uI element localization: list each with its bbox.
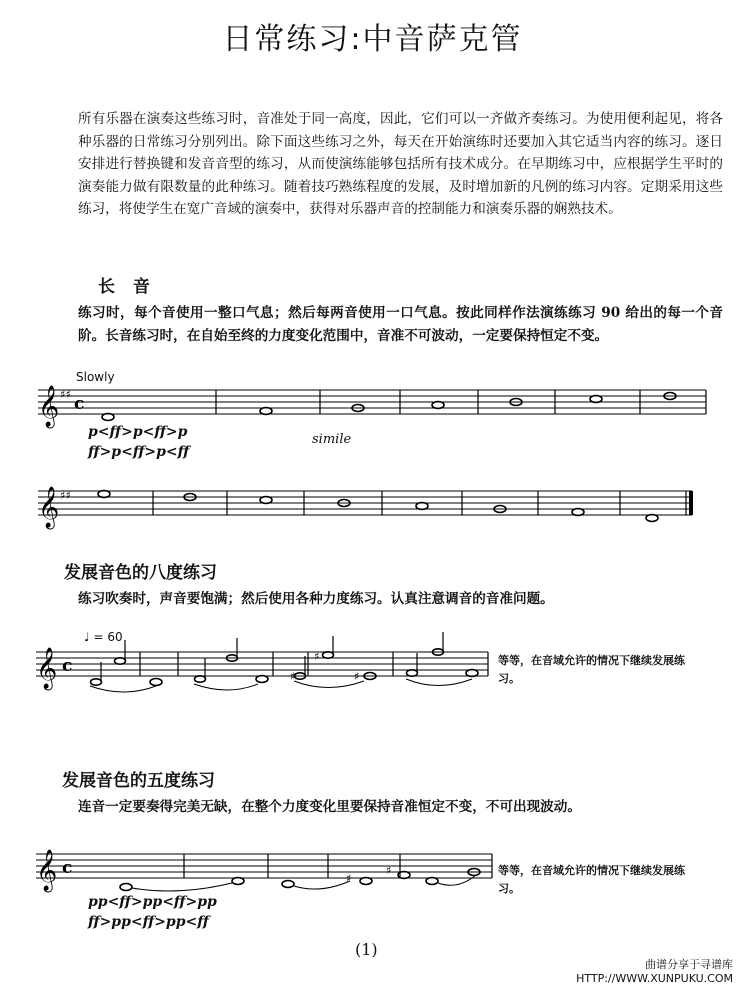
- fifth-dynamics-2: ff>pp<ff>pp<ff: [88, 914, 209, 930]
- long-tones-staff-2: [30, 487, 730, 527]
- page-number: (1): [355, 940, 378, 959]
- whole-note: [102, 414, 114, 421]
- treble-clef-icon: 𝄞: [36, 648, 58, 689]
- svg-text:♯: ♯: [386, 864, 392, 877]
- page-title: 日常练习:中音萨克管: [222, 22, 523, 57]
- octave-text: 练习吹奏时，声音要饱满；然后使用各种力度练习。认真注意调音的音准问题。: [78, 591, 554, 607]
- treble-clef-icon: 𝄞: [38, 487, 60, 528]
- time-signature-c: c: [62, 656, 73, 676]
- long-tones-text: 练习时，每个音使用一整口气息；然后每两音使用一口气息。按此同样作法演练练习 90 给出的每一个音阶。长音练习时，在自始至终的力度变化范围中，音准不可波动，一定要保持恒定不变。: [78, 305, 723, 344]
- fifth-side-note: 等等，在音域允许的情况下继续发展练习。: [498, 864, 685, 895]
- treble-clef-icon: 𝄞: [36, 850, 58, 891]
- long-tones-staff-1: [30, 386, 730, 426]
- octave-side-note: 等等，在音域允许的情况下继续发展练习。: [498, 654, 685, 685]
- fifth-heading: 发展音色的五度练习: [62, 771, 215, 791]
- time-signature-c: c: [62, 858, 73, 878]
- watermark-line-2: HTTP://WWW.XUNPUKU.COM: [576, 972, 733, 985]
- fifth-dynamics-1: pp<ff>pp<ff>pp: [88, 894, 217, 910]
- long-tones-heading: 长 音: [98, 277, 156, 297]
- whole-note: [590, 396, 602, 403]
- long-tones-dynamics-2: ff>p<ff>p<ff: [88, 444, 190, 460]
- key-signature-sharps: ♯♯: [60, 489, 71, 502]
- key-signature-sharps: ♯♯: [60, 388, 71, 401]
- watermark-line-1: 曲谱分享于寻谱库: [645, 958, 733, 971]
- long-tones-dynamics-1: p<ff>p<ff>p: [88, 424, 188, 440]
- time-signature-c: c: [74, 394, 85, 414]
- svg-text:♯: ♯: [314, 650, 320, 663]
- octave-heading: 发展音色的八度练习: [64, 563, 217, 583]
- long-tones-tempo: Slowly: [76, 370, 115, 384]
- svg-text:♯: ♯: [346, 872, 352, 885]
- whole-note: [260, 408, 272, 415]
- watermark: [576, 958, 733, 986]
- octave-tempo: ♩ = 60: [84, 630, 123, 644]
- simile-marking: simile: [312, 432, 352, 447]
- whole-note: [432, 402, 444, 409]
- svg-text:♯: ♯: [290, 670, 296, 683]
- svg-text:♯: ♯: [354, 670, 360, 683]
- octave-staff: [28, 646, 508, 692]
- treble-clef-icon: 𝄞: [38, 386, 60, 427]
- staff-lines: [38, 390, 706, 414]
- intro-paragraph: 所有乐器在演奏这些练习时，音准处于同一高度，因此，它们可以一齐做齐奏练习。为使用便利起见，将各种乐器的日常练习分别列出。除下面这些练习之外，每天在开始演练时还要加入其它适当内容的练习。逐日安排进行替换键和发音音型的练习，从而使演练能够包括所有技术成分。在早期练习中，应根据学生平时的演奏能力做有限数量的此种练习。随着技巧熟练程度的发展，及时增加新的凡例的练习内容。定期采用这些练习，将使学生在宽广音域的演奏中，获得对乐器声音的控制能力和演奏乐器的娴熟技术。: [78, 111, 723, 217]
- fifth-text: 连音一定要奏得完美无缺，在整个力度变化里要保持音准恒定不变，不可出现波动。: [78, 799, 581, 815]
- fifth-staff: [28, 850, 508, 896]
